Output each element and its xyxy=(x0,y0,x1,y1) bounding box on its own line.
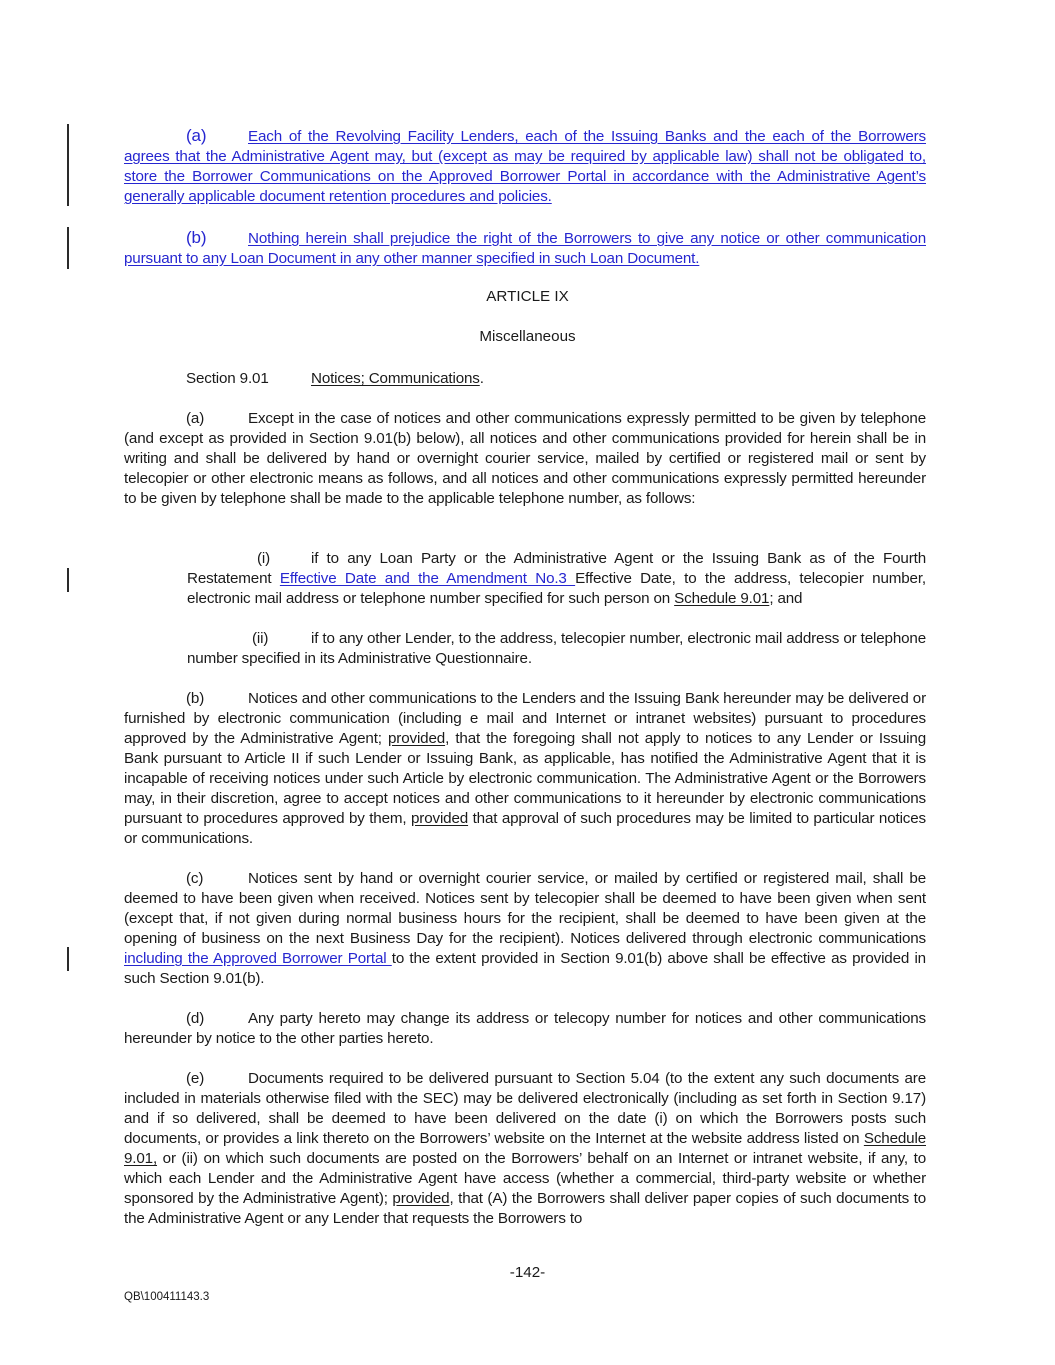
para-text: Nothing herein shall prejudice the right of the Borrowers to give any notice or other communication pursuant to any Loan Document in any other manner specified in such Loan Document. xyxy=(124,230,926,267)
subparagraph-ii xyxy=(187,629,926,669)
para-label: (ii) xyxy=(252,630,269,647)
para-text: Documents required to be delivered pursuant to Section 5.04 (to the extent any such documents are included in materials otherwise filed with the SEC) may be delivered electronically (including as set forth in Section 9.17) and if so delivered, shall be deemed to have been delivered on the date (i) on which the Borrowers posts such documents, or provides a link thereto on the Borrowers’ website on the Internet at the website address listed on xyxy=(124,1070,926,1147)
schedule-link: Schedule 9.01, xyxy=(124,1130,926,1167)
provided-term: provided xyxy=(388,730,446,747)
para-text: , that the foregoing shall not apply to notices to any Lender or Issuing Bank pursuant to Article II if such Lender or Issuing Bank, as applicable, has notified the Administrative Agent that it is incapable of receiving notices under such Article by electronic communication. The Administrative Agent or the Borrowers may, in their discretion, agree to accept notices and other communications to it hereunder by electronic communications pursuant to procedures approved by them, xyxy=(124,730,926,827)
change-bar xyxy=(67,568,69,592)
article-subtitle: Miscellaneous xyxy=(479,328,576,345)
inserted-text: including the Approved Borrower Portal xyxy=(124,950,392,967)
para-label: (d) xyxy=(186,1010,205,1027)
para-text: , that (A) the Borrowers shall deliver paper copies of such documents to the Administrative Agent or any Lender that requests the Borrowers to xyxy=(124,1190,926,1227)
para-label: (b) xyxy=(186,690,205,707)
section-number: Section 9.01 xyxy=(186,370,269,387)
para-label: (a) xyxy=(186,126,207,145)
page-number: -142- xyxy=(509,1264,546,1281)
provided-term: provided xyxy=(411,810,469,827)
section-period: . xyxy=(479,370,484,387)
para-text: Notices sent by hand or overnight courier service, or mailed by certified or registered mail, shall be deemed to have been given when received. Notices sent by telecopier shall be deemed to have been given when sent (except that, if not given during normal business hours for the recipient, shall be deemed to have been given at the opening of business on the next Business Day for the recipient). Notices delivered through electronic communications xyxy=(124,870,926,947)
para-label: (e) xyxy=(186,1070,205,1087)
section-title: Notices; Communications xyxy=(311,370,480,387)
section-heading xyxy=(124,369,926,389)
para-text: to the extent provided in Section 9.01(b) above shall be effective as provided in such Section 9.01(b). xyxy=(124,950,926,987)
article-title: ARTICLE IX xyxy=(486,288,569,305)
section-paragraph-c xyxy=(124,869,926,989)
para-text: that approval of such procedures may be limited to particular notices or communications. xyxy=(124,810,926,847)
inserted-paragraph-b xyxy=(124,228,926,269)
para-text: Notices and other communications to the Lenders and the Issuing Bank hereunder may be delivered or furnished by electronic communication (including e mail and Internet or intranet websites) pursuant to procedures approved by the Administrative Agent; xyxy=(124,690,926,747)
section-paragraph-a xyxy=(124,409,926,509)
section-paragraph-d xyxy=(124,1009,926,1049)
document-id: QB\100411143.3 xyxy=(124,1291,210,1303)
para-text: Each of the Revolving Facility Lenders, each of the Issuing Banks and the each of the Borrowers agrees that the Administrative Agent may, but (except as may be required by applicable law) shall not be obligated to, store the Borrower Communications on the Approved Borrower Portal in accordance with the Administrative Agent’s generally applicable document retention procedures and policies. xyxy=(124,128,926,205)
change-bar xyxy=(67,227,69,269)
para-text: if to any other Lender, to the address, telecopier number, electronic mail address or telephone number specified in its Administrative Questionnaire. xyxy=(187,630,926,667)
inserted-text: Effective Date and the Amendment No.3 xyxy=(279,570,576,587)
section-paragraph-e xyxy=(124,1069,926,1229)
section-paragraph-b xyxy=(124,689,926,849)
para-text: Effective Date, to the address, telecopier number, electronic mail address or telephone number specified for such person on xyxy=(187,570,926,607)
change-bar xyxy=(67,947,69,971)
para-text: ; and xyxy=(769,590,803,607)
para-label: (a) xyxy=(186,410,205,427)
subparagraph-i xyxy=(187,549,926,609)
para-text: or (ii) on which such documents are posted on the Borrowers’ behalf on an Internet or intranet website, if any, to which each Lender and the Administrative Agent have access (whether a commercial, third-party website or whether sponsored by the Administrative Agent); xyxy=(124,1150,926,1207)
para-text: Except in the case of notices and other communications expressly permitted to be given by telephone (and except as provided in Section 9.01(b) below), all notices and other communications provided for herein shall be in writing and shall be delivered by hand or overnight courier service, mailed by certified or registered mail or sent by telecopier or other electronic means as follows, and all notices and other communications expressly permitted hereunder to be given by telephone shall be made to the applicable telephone number, as follows: xyxy=(124,410,926,507)
schedule-link: Schedule 9.01 xyxy=(674,590,770,607)
inserted-paragraph-a xyxy=(124,126,926,207)
para-label: (i) xyxy=(257,550,271,567)
change-bar xyxy=(67,124,69,206)
para-text: Any party hereto may change its address or telecopy number for notices and other communications hereunder by notice to the other parties hereto. xyxy=(124,1010,926,1047)
para-text: if to any Loan Party or the Administrative Agent or the Issuing Bank as of the Fourth Restatement xyxy=(187,550,926,587)
provided-term: provided xyxy=(392,1190,450,1207)
para-label: (c) xyxy=(186,870,204,887)
para-label: (b) xyxy=(186,228,207,247)
